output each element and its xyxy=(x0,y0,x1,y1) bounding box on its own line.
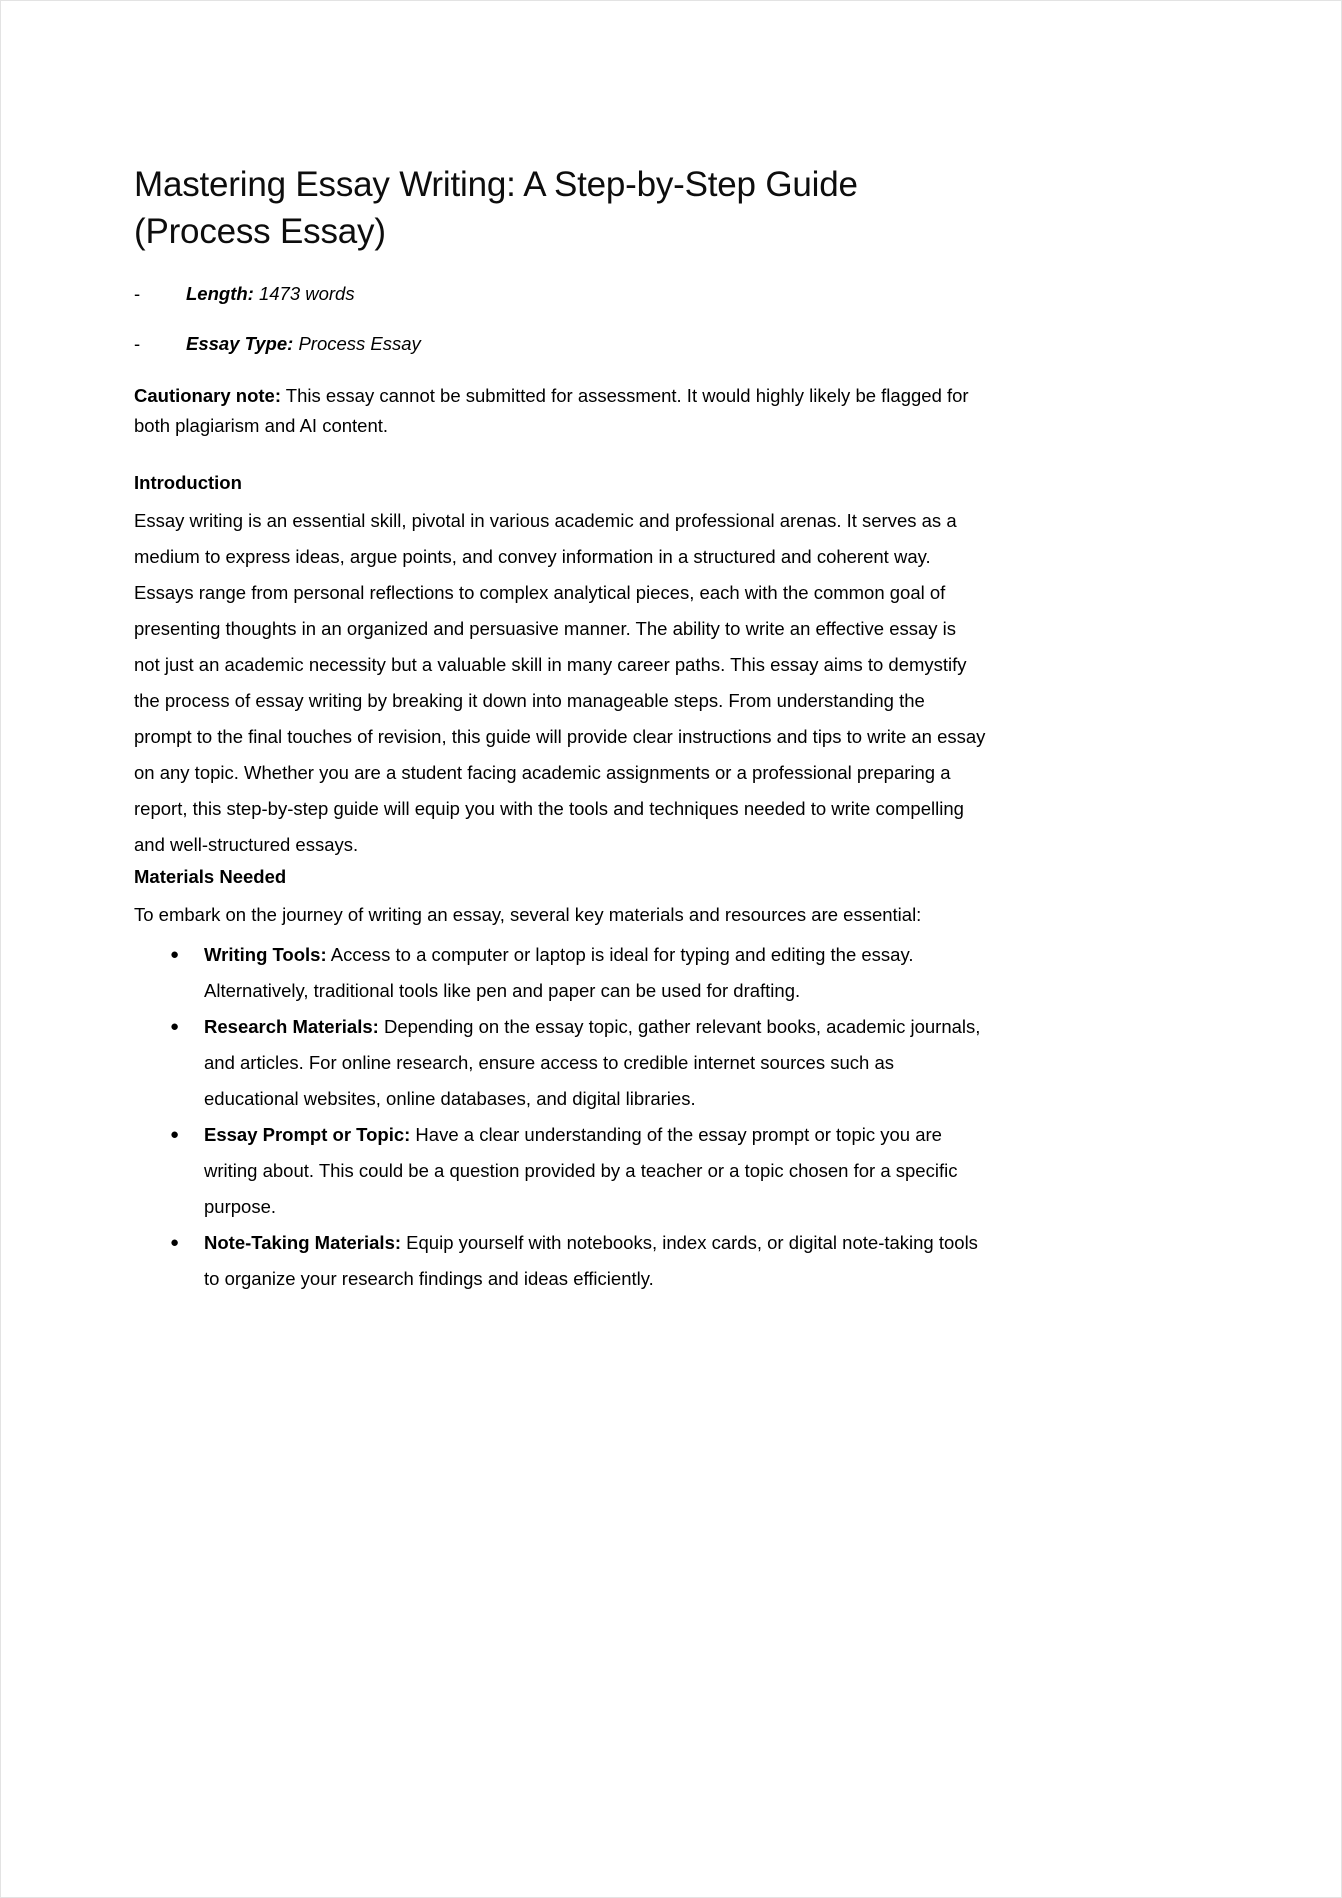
section-heading-introduction: Introduction xyxy=(134,472,242,493)
cautionary-note-text: This essay cannot be submitted for assessment. It would highly likely be flagged for both plagiarism and AI content. xyxy=(134,385,969,436)
metadata-value-essay-type: Process Essay xyxy=(298,333,421,354)
metadata-label-length: Length: xyxy=(186,283,254,304)
metadata-item-length xyxy=(134,281,986,307)
metadata-value-length: 1473 words xyxy=(258,283,355,304)
metadata-label-essay-type: Essay Type: xyxy=(186,333,294,354)
list-item-label: Writing Tools: xyxy=(204,944,327,965)
dash-marker: - xyxy=(134,283,141,304)
list-item xyxy=(134,1117,986,1225)
section-paragraph-introduction: Essay writing is an essential skill, pivotal in various academic and professional arenas. It serves as a medium to express ideas, argue points, and convey information in a structured and coherent way. Essays range from personal reflections to complex analytical pieces, each with the common goal of presenting thoughts in an organized and persuasive manner. The ability to write an effective essay is not just an academic necessity but a valuable skill in many career paths. This essay aims to demystify the process of essay writing by breaking it down into manageable steps. From understanding the prompt to the final touches of revision, this guide will provide clear instructions and tips to write an essay on any topic. Whether you are a student facing academic assignments or a professional preparing a report, this step-by-step guide will equip you with the tools and techniques needed to write compelling and well-structured essays. xyxy=(134,510,986,855)
cautionary-note-label: Cautionary note: xyxy=(134,385,281,406)
bullet-icon: ● xyxy=(170,946,180,963)
metadata-item-essay-type xyxy=(134,331,986,357)
list-item-text: Equip yourself with notebooks, index cards, or digital note-taking tools to organize your research findings and ideas efficiently. xyxy=(204,1232,978,1289)
list-item-label: Research Materials: xyxy=(204,1016,379,1037)
cautionary-note xyxy=(134,381,986,441)
list-item xyxy=(134,1225,986,1297)
list-item-label: Essay Prompt or Topic: xyxy=(204,1124,411,1145)
list-item-label: Note-Taking Materials: xyxy=(204,1232,402,1253)
list-item-text: Access to a computer or laptop is ideal for typing and editing the essay. Alternatively, traditional tools like pen and paper can be used for drafting. xyxy=(204,944,914,1001)
document-metadata-list xyxy=(134,281,986,357)
list-item xyxy=(134,1009,986,1117)
page-title: Mastering Essay Writing: A Step-by-Step Guide (Process Essay) xyxy=(134,165,858,251)
list-item-text: Have a clear understanding of the essay prompt or topic you are writing about. This could be a question provided by a teacher or a topic chosen for a specific purpose. xyxy=(204,1124,958,1217)
dash-marker: - xyxy=(134,333,141,354)
bullet-icon: ● xyxy=(170,1126,180,1143)
list-item xyxy=(134,937,986,1009)
section-heading-materials-needed: Materials Needed xyxy=(134,866,287,887)
document-content xyxy=(134,161,986,1297)
bullet-icon: ● xyxy=(170,1018,180,1035)
list-item-text: Depending on the essay topic, gather relevant books, academic journals, and articles. For online research, ensure access to credible internet sources such as educational websites, online databases, and digital libraries. xyxy=(204,1016,981,1109)
materials-bullet-list xyxy=(134,937,986,1297)
section-paragraph-materials-needed: To embark on the journey of writing an essay, several key materials and resources are essential: xyxy=(134,904,922,925)
bullet-icon: ● xyxy=(170,1234,180,1251)
